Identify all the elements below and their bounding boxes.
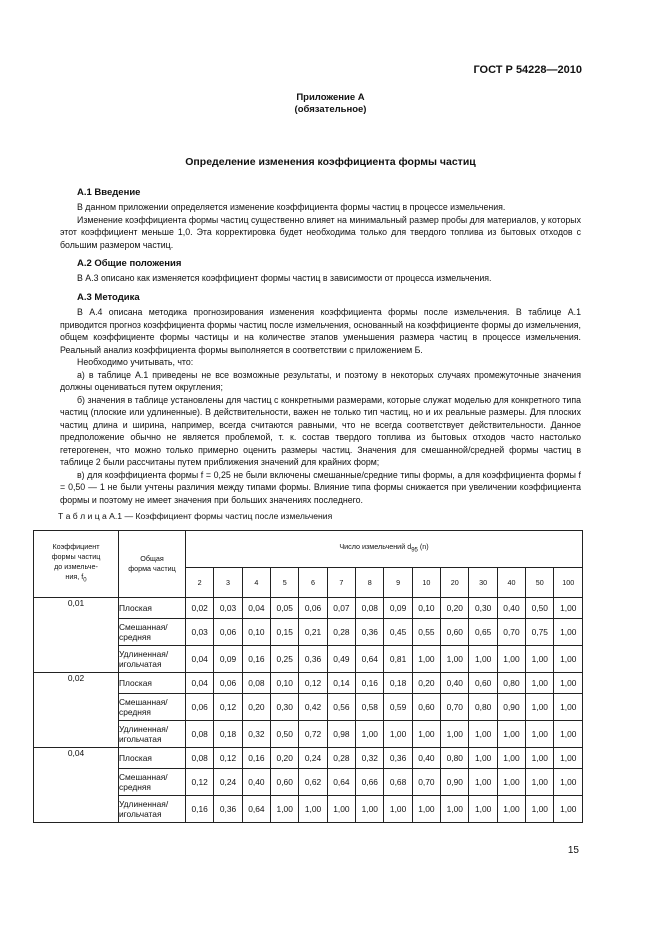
f0-cell: 0,01 bbox=[34, 598, 119, 673]
value-cell: 0,12 bbox=[186, 769, 214, 796]
value-cell: 1,00 bbox=[554, 694, 583, 721]
shape-line: игольчатая bbox=[119, 659, 162, 669]
shape-line: Смешанная/ bbox=[119, 772, 168, 782]
paragraph: Изменение коэффициента формы частиц существенно влияет на минимальный размер пробы для материалов, у которых этот коэффициент меньше 1,0. Эта корректировка будет необходима только для твердого топлива из бытовых отходов с большим размером частиц. bbox=[60, 214, 581, 250]
count-header-cell: 6 bbox=[299, 568, 327, 598]
shape-line: Смешанная/ bbox=[119, 622, 168, 632]
value-cell: 1,00 bbox=[469, 769, 497, 796]
value-cell: 0,28 bbox=[327, 619, 355, 646]
value-cell: 0,20 bbox=[441, 598, 469, 619]
value-cell: 1,00 bbox=[412, 721, 440, 748]
count-header-cell: 20 bbox=[441, 568, 469, 598]
value-cell: 0,30 bbox=[271, 694, 299, 721]
value-cell: 1,00 bbox=[384, 796, 412, 823]
value-cell: 1,00 bbox=[526, 646, 554, 673]
value-cell: 0,55 bbox=[412, 619, 440, 646]
value-cell: 0,16 bbox=[356, 673, 384, 694]
main-title: Определение изменения коэффициента формы частиц bbox=[185, 156, 476, 168]
value-cell: 0,21 bbox=[299, 619, 327, 646]
count-header-cell: 100 bbox=[554, 568, 583, 598]
value-cell: 0,07 bbox=[327, 598, 355, 619]
value-cell: 0,10 bbox=[271, 673, 299, 694]
value-cell: 0,16 bbox=[242, 748, 270, 769]
value-cell: 0,36 bbox=[214, 796, 242, 823]
shape-line: Удлиненная/ bbox=[119, 649, 169, 659]
value-cell: 1,00 bbox=[497, 646, 525, 673]
value-cell: 0,66 bbox=[356, 769, 384, 796]
value-cell: 0,32 bbox=[242, 721, 270, 748]
value-cell: 0,28 bbox=[327, 748, 355, 769]
value-cell: 0,75 bbox=[526, 619, 554, 646]
section-a3-text bbox=[60, 306, 581, 506]
header-count bbox=[186, 531, 583, 568]
value-cell: 0,06 bbox=[214, 673, 242, 694]
shape-cell bbox=[119, 598, 186, 619]
value-cell: 0,36 bbox=[356, 619, 384, 646]
value-cell: 1,00 bbox=[526, 694, 554, 721]
value-cell: 1,00 bbox=[554, 796, 583, 823]
paragraph: б) значения в таблице установлены для частиц с конкретными размерами, которые служат моделью для конкретного типа частиц (плоские или удлиненные). В действительности, важен не только тип частиц, но и их реальные размеры. Для плоских частиц длина и ширина, например, всегда считаются равными, что не всегда соответствует действительности. Данное предположение обычно не является проблемой, т. к. состав твердого топлива из бытовых отходов часто настолько гетерогенен, что можно только примерно оценить размеры частиц. Значения для смешанной/средней формы частиц в таблице 2 были рассчитаны путем приближения значений для крайних форм; bbox=[60, 394, 581, 467]
page-number: 15 bbox=[567, 845, 579, 856]
header-count-text: Число измельчений d bbox=[339, 542, 412, 552]
count-header-cell: 10 bbox=[412, 568, 440, 598]
value-cell: 0,06 bbox=[214, 619, 242, 646]
value-cell: 0,24 bbox=[214, 769, 242, 796]
value-cell: 0,08 bbox=[356, 598, 384, 619]
count-header-cell: 8 bbox=[356, 568, 384, 598]
value-cell: 1,00 bbox=[526, 748, 554, 769]
section-heading-a3: А.3 Методика bbox=[77, 292, 140, 303]
value-cell: 1,00 bbox=[554, 673, 583, 694]
value-cell: 0,10 bbox=[242, 619, 270, 646]
shape-line: игольчатая bbox=[119, 734, 162, 744]
value-cell: 0,80 bbox=[441, 748, 469, 769]
value-cell: 1,00 bbox=[497, 721, 525, 748]
table-row bbox=[34, 673, 583, 694]
value-cell: 0,64 bbox=[356, 646, 384, 673]
value-cell: 0,50 bbox=[526, 598, 554, 619]
paragraph: В А.4 описана методика прогнозирования изменения коэффициента формы после измельчения. В таблице А.1 приводится прогноз коэффициента формы частиц после измельчения, основанный на коэффициенте формы до измельчения, общем коэффициенте формы частицы и на количестве этапов уменьшения размера частиц в процессе измельчения. Реальный анализ коэффициента формы выполняется в соответствии с приложением Б. bbox=[60, 307, 581, 355]
value-cell: 0,58 bbox=[356, 694, 384, 721]
value-cell: 0,70 bbox=[497, 619, 525, 646]
shape-line: Плоская bbox=[119, 678, 152, 688]
value-cell: 1,00 bbox=[469, 796, 497, 823]
header-line: форма частиц bbox=[128, 564, 176, 573]
shape-line: Удлиненная/ bbox=[119, 799, 169, 809]
count-header-cell: 30 bbox=[469, 568, 497, 598]
value-cell: 0,36 bbox=[299, 646, 327, 673]
value-cell: 0,04 bbox=[186, 646, 214, 673]
value-cell: 0,60 bbox=[441, 619, 469, 646]
value-cell: 1,00 bbox=[469, 721, 497, 748]
value-cell: 0,70 bbox=[412, 769, 440, 796]
value-cell: 0,04 bbox=[242, 598, 270, 619]
count-header-cell: 5 bbox=[271, 568, 299, 598]
value-cell: 1,00 bbox=[526, 721, 554, 748]
value-cell: 1,00 bbox=[554, 769, 583, 796]
shape-line: Удлиненная/ bbox=[119, 724, 169, 734]
value-cell: 1,00 bbox=[441, 721, 469, 748]
annex-title: Приложение А bbox=[296, 92, 365, 103]
value-cell: 1,00 bbox=[497, 748, 525, 769]
header-subscript: 95 bbox=[411, 547, 418, 554]
value-cell: 0,64 bbox=[327, 769, 355, 796]
table-caption: Т а б л и ц а А.1 — Коэффициент формы частиц после измельчения bbox=[58, 511, 333, 521]
value-cell: 0,65 bbox=[469, 619, 497, 646]
value-cell: 0,64 bbox=[242, 796, 270, 823]
paragraph: Необходимо учитывать, что: bbox=[77, 357, 194, 367]
value-cell: 0,30 bbox=[469, 598, 497, 619]
value-cell: 1,00 bbox=[384, 721, 412, 748]
paragraph: а) в таблице А.1 приведены не все возможные результаты, и поэтому в некоторых случаях промежуточные значения должны оцениваться путем округления; bbox=[60, 369, 581, 392]
value-cell: 0,02 bbox=[186, 598, 214, 619]
value-cell: 0,50 bbox=[271, 721, 299, 748]
value-cell: 0,12 bbox=[214, 748, 242, 769]
shape-line: игольчатая bbox=[119, 809, 162, 819]
value-cell: 1,00 bbox=[526, 673, 554, 694]
value-cell: 1,00 bbox=[412, 646, 440, 673]
value-cell: 1,00 bbox=[327, 796, 355, 823]
value-cell: 1,00 bbox=[554, 721, 583, 748]
value-cell: 0,68 bbox=[384, 769, 412, 796]
value-cell: 0,40 bbox=[242, 769, 270, 796]
value-cell: 0,81 bbox=[384, 646, 412, 673]
value-cell: 0,09 bbox=[384, 598, 412, 619]
section-heading-a2: А.2 Общие положения bbox=[77, 258, 182, 269]
annex-status: (обязательное) bbox=[294, 104, 367, 115]
header-shape bbox=[119, 531, 186, 598]
value-cell: 0,04 bbox=[186, 673, 214, 694]
value-cell: 0,62 bbox=[299, 769, 327, 796]
value-cell: 0,18 bbox=[214, 721, 242, 748]
value-cell: 0,15 bbox=[271, 619, 299, 646]
shape-line: Плоская bbox=[119, 603, 152, 613]
value-cell: 0,40 bbox=[441, 673, 469, 694]
value-cell: 0,90 bbox=[441, 769, 469, 796]
value-cell: 0,08 bbox=[186, 748, 214, 769]
shape-cell bbox=[119, 721, 186, 748]
header-line: формы частиц bbox=[51, 552, 101, 562]
value-cell: 1,00 bbox=[526, 796, 554, 823]
value-cell: 0,20 bbox=[271, 748, 299, 769]
value-cell: 0,59 bbox=[384, 694, 412, 721]
value-cell: 0,16 bbox=[186, 796, 214, 823]
value-cell: 0,06 bbox=[299, 598, 327, 619]
value-cell: 1,00 bbox=[441, 796, 469, 823]
document-code: ГОСТ Р 54228—2010 bbox=[473, 64, 582, 76]
shape-line: Смешанная/ bbox=[119, 697, 168, 707]
value-cell: 0,32 bbox=[356, 748, 384, 769]
header-subscript: 0 bbox=[83, 577, 87, 584]
value-cell: 0,20 bbox=[242, 694, 270, 721]
paragraph: В данном приложении определяется изменение коэффициента формы частиц в процессе измельчения. bbox=[77, 202, 506, 212]
value-cell: 0,24 bbox=[299, 748, 327, 769]
value-cell: 0,80 bbox=[497, 673, 525, 694]
value-cell: 1,00 bbox=[469, 748, 497, 769]
table-row bbox=[34, 598, 583, 619]
value-cell: 1,00 bbox=[554, 748, 583, 769]
shape-line: средняя bbox=[119, 782, 151, 792]
value-cell: 0,14 bbox=[327, 673, 355, 694]
count-header-cell: 9 bbox=[384, 568, 412, 598]
value-cell: 0,40 bbox=[412, 748, 440, 769]
header-count-tail: (n) bbox=[417, 542, 429, 552]
value-cell: 0,60 bbox=[412, 694, 440, 721]
value-cell: 0,98 bbox=[327, 721, 355, 748]
header-line: Общая bbox=[140, 554, 164, 563]
count-header-cell: 50 bbox=[526, 568, 554, 598]
f0-cell: 0,02 bbox=[34, 673, 119, 748]
value-cell: 0,72 bbox=[299, 721, 327, 748]
table-row bbox=[34, 748, 583, 769]
count-header-cell: 4 bbox=[242, 568, 270, 598]
value-cell: 0,56 bbox=[327, 694, 355, 721]
paragraph: В А.3 описано как изменяется коэффициент формы частиц в зависимости от процесса измельчения. bbox=[77, 273, 492, 283]
section-heading-a1: А.1 Введение bbox=[77, 187, 141, 198]
coefficient-table bbox=[33, 530, 583, 823]
value-cell: 1,00 bbox=[554, 646, 583, 673]
value-cell: 0,12 bbox=[214, 694, 242, 721]
header-line: Коэффициент bbox=[52, 542, 100, 552]
value-cell: 1,00 bbox=[299, 796, 327, 823]
value-cell: 0,05 bbox=[271, 598, 299, 619]
value-cell: 0,20 bbox=[412, 673, 440, 694]
shape-line: Плоская bbox=[119, 753, 152, 763]
value-cell: 0,45 bbox=[384, 619, 412, 646]
value-cell: 1,00 bbox=[554, 619, 583, 646]
shape-cell bbox=[119, 673, 186, 694]
value-cell: 0,09 bbox=[214, 646, 242, 673]
shape-cell bbox=[119, 796, 186, 823]
header-coefficient bbox=[34, 531, 119, 598]
header-line: ния, f bbox=[65, 572, 84, 582]
value-cell: 0,70 bbox=[441, 694, 469, 721]
value-cell: 0,10 bbox=[412, 598, 440, 619]
shape-line: средняя bbox=[119, 707, 151, 717]
table-body bbox=[34, 598, 583, 823]
count-header-cell: 2 bbox=[186, 568, 214, 598]
f0-cell: 0,04 bbox=[34, 748, 119, 823]
value-cell: 0,03 bbox=[186, 619, 214, 646]
value-cell: 0,42 bbox=[299, 694, 327, 721]
header-line: до измельче- bbox=[54, 562, 98, 572]
value-cell: 1,00 bbox=[356, 721, 384, 748]
count-header-cell: 7 bbox=[327, 568, 355, 598]
value-cell: 1,00 bbox=[441, 646, 469, 673]
value-cell: 0,90 bbox=[497, 694, 525, 721]
value-cell: 1,00 bbox=[271, 796, 299, 823]
section-a1-text bbox=[60, 201, 581, 251]
value-cell: 0,25 bbox=[271, 646, 299, 673]
value-cell: 0,08 bbox=[242, 673, 270, 694]
value-cell: 1,00 bbox=[356, 796, 384, 823]
shape-cell bbox=[119, 769, 186, 796]
value-cell: 1,00 bbox=[497, 769, 525, 796]
value-cell: 0,80 bbox=[469, 694, 497, 721]
value-cell: 0,40 bbox=[497, 598, 525, 619]
value-cell: 0,60 bbox=[469, 673, 497, 694]
value-cell: 0,49 bbox=[327, 646, 355, 673]
value-cell: 1,00 bbox=[469, 646, 497, 673]
value-cell: 0,06 bbox=[186, 694, 214, 721]
shape-line: средняя bbox=[119, 632, 151, 642]
value-cell: 0,60 bbox=[271, 769, 299, 796]
shape-cell bbox=[119, 619, 186, 646]
value-cell: 0,08 bbox=[186, 721, 214, 748]
count-header-cell: 3 bbox=[214, 568, 242, 598]
section-a2-text bbox=[60, 272, 581, 285]
paragraph: в) для коэффициента формы f = 0,25 не были включены смешанные/средние типы формы, а для коэффициента формы f = 0,50 — 1 не были учтены различия между типами формы. Влияние типа формы снижается при увеличении коэффициента формы и поэтому не имеет значения при больших значениях последнего. bbox=[60, 469, 581, 505]
count-header-cell: 40 bbox=[497, 568, 525, 598]
shape-cell bbox=[119, 646, 186, 673]
value-cell: 0,16 bbox=[242, 646, 270, 673]
value-cell: 0,03 bbox=[214, 598, 242, 619]
value-cell: 0,18 bbox=[384, 673, 412, 694]
value-cell: 0,36 bbox=[384, 748, 412, 769]
value-cell: 0,12 bbox=[299, 673, 327, 694]
value-cell: 1,00 bbox=[554, 598, 583, 619]
value-cell: 1,00 bbox=[497, 796, 525, 823]
shape-cell bbox=[119, 694, 186, 721]
shape-cell bbox=[119, 748, 186, 769]
value-cell: 1,00 bbox=[526, 769, 554, 796]
value-cell: 1,00 bbox=[412, 796, 440, 823]
